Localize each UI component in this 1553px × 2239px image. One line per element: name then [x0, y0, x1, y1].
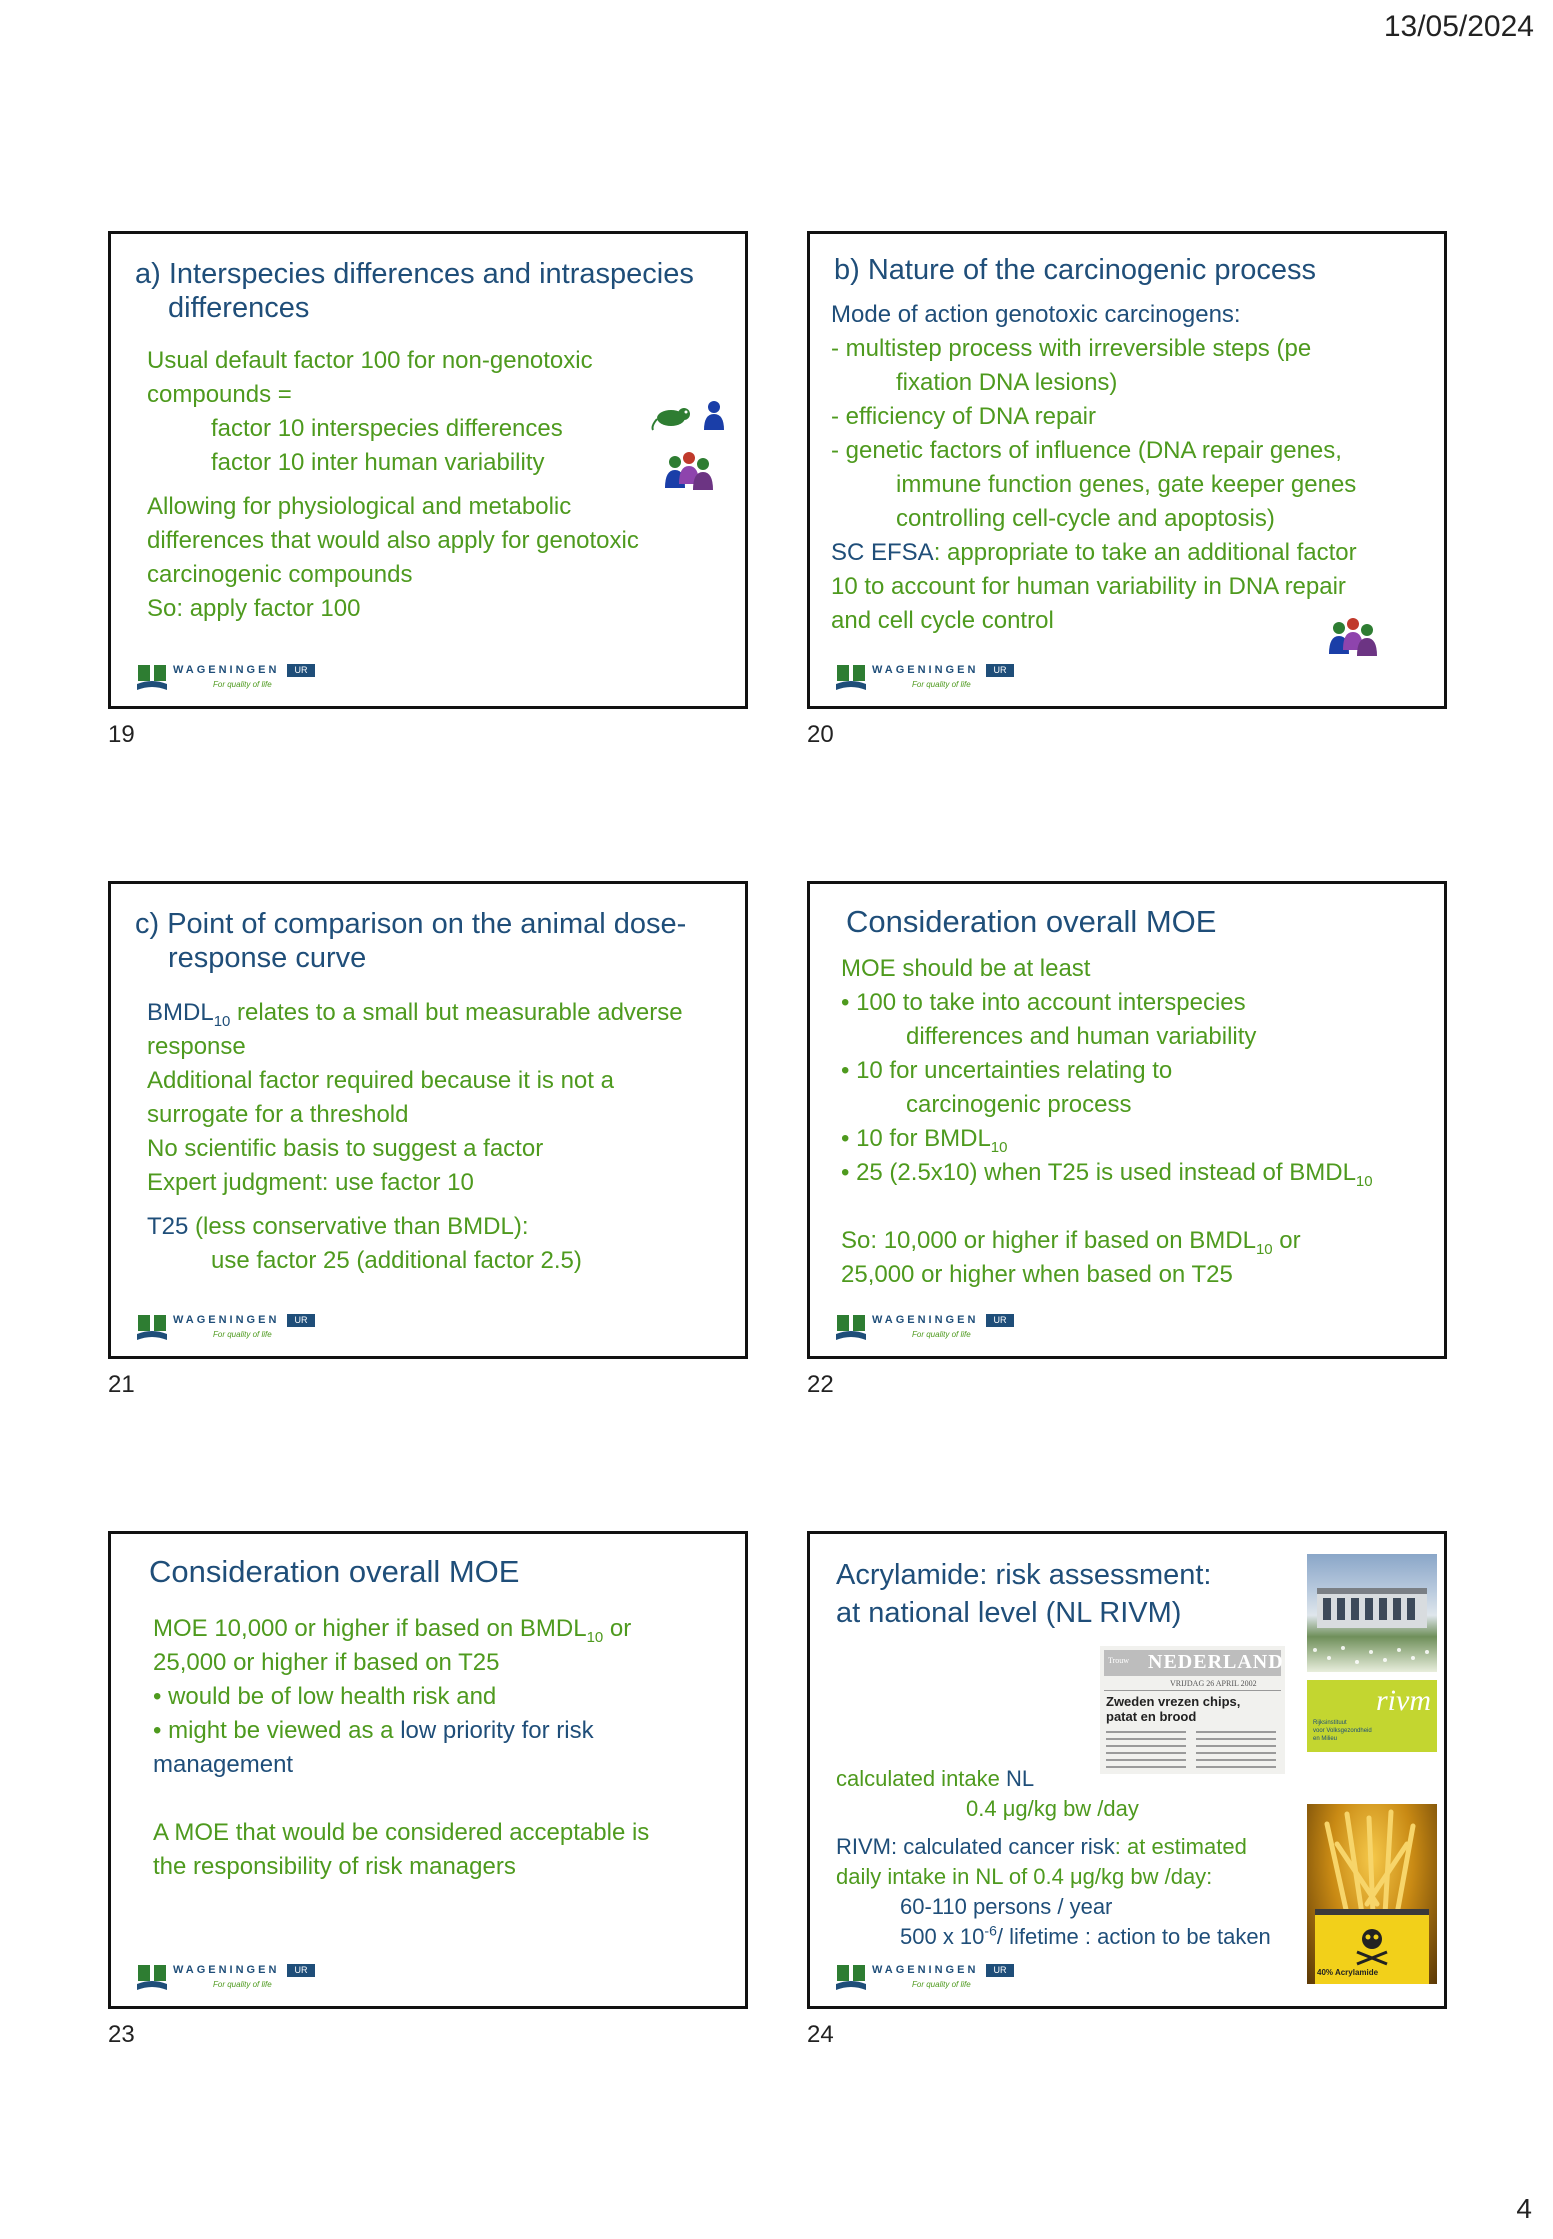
page-number: 4 [1516, 2193, 1532, 2224]
text-line: management [153, 1751, 294, 1778]
rivm-logo [1307, 1680, 1437, 1752]
text-line: Expert judgment: use factor 10 [147, 1169, 474, 1196]
rivm-building-photo [1307, 1554, 1437, 1672]
wageningen-logo-icon [137, 662, 167, 692]
text-line: use factor 25 (additional factor 2.5) [211, 1247, 582, 1274]
newspaper-name: Trouw [1108, 1656, 1130, 1665]
text-line: carcinogenic compounds [147, 561, 413, 588]
text-line: 60-110 persons / year [900, 1894, 1113, 1919]
wageningen-logo-icon [836, 662, 866, 692]
logo-ur: UR [986, 1964, 1014, 1977]
bmdl-subscript: 10 [1355, 1172, 1373, 1190]
text-line [836, 1764, 1034, 1794]
text-line: Allowing for physiological and metabolic [147, 493, 572, 520]
text-line [841, 1156, 1373, 1190]
bmdl-subscript: 10 [586, 1628, 604, 1646]
text-line: 10 to account for human variability in DNA repair [831, 573, 1346, 600]
slide-number: 19 [108, 721, 135, 748]
warning-label: 40% Acrylamide [1317, 1968, 1379, 1977]
text-line [900, 1922, 1271, 1952]
wageningen-logo-icon [836, 1962, 866, 1992]
lifetime-b: / lifetime : action to be taken [996, 1924, 1271, 1949]
bmdl-text: • 10 for BMDL [841, 1125, 991, 1152]
logo-word: WAGENINGEN [173, 664, 280, 676]
intake-label: calculated intake [836, 1766, 1006, 1791]
text-line: factor 10 interspecies differences [211, 415, 563, 442]
wageningen-logo [137, 1310, 317, 1346]
text-line: response [147, 1033, 246, 1060]
slide-number: 22 [807, 1371, 834, 1398]
slide-22 [807, 881, 1447, 1359]
rat-icon [651, 404, 693, 432]
wageningen-logo [836, 1310, 1016, 1346]
text-line: - multistep process with irreversible steps (pe [831, 335, 1312, 362]
people-group-icon [661, 450, 717, 490]
logo-word: WAGENINGEN [872, 1964, 979, 1976]
text-line: No scientific basis to suggest a factor [147, 1135, 544, 1162]
logo-tagline: For quality of life [213, 1980, 272, 1989]
text-line: 25,000 or higher if based on T25 [153, 1649, 500, 1676]
text-line: • 100 to take into account interspecies [841, 989, 1246, 1016]
text-line: differences and human variability [906, 1023, 1257, 1050]
slide-title-line: a) Interspecies differences and intraspecies [135, 258, 694, 290]
wageningen-logo-icon [137, 1962, 167, 1992]
building-icon [1307, 1554, 1437, 1672]
fries-icon [1307, 1804, 1437, 1984]
priority-text-end: for risk [514, 1717, 594, 1744]
lifetime-exp: -6 [984, 1922, 997, 1939]
rivm-logo-sub: Rijksinstituut [1313, 1720, 1347, 1726]
bmdl-text: relates to a small but measurable adverse [230, 999, 683, 1026]
newspaper-headline: Zweden vrezen chips, [1106, 1694, 1241, 1709]
slide-title-line: response curve [168, 942, 367, 974]
slide-21 [108, 881, 748, 1359]
bmdl-text-or: or [1272, 1227, 1301, 1254]
text-line: compounds = [147, 381, 292, 408]
bmdl-subscript: 10 [1255, 1240, 1273, 1258]
french-fries-photo [1307, 1804, 1437, 1984]
text-line: A MOE that would be considered acceptable is [153, 1819, 650, 1846]
text-line: the responsibility of risk managers [153, 1853, 516, 1880]
logo-ur: UR [986, 664, 1014, 677]
text-line [147, 1210, 528, 1244]
slide-title: Consideration overall MOE [846, 904, 1217, 939]
newspaper-date: VRIJDAG 26 APRIL 2002 [1170, 1679, 1257, 1688]
wageningen-logo [836, 660, 1016, 696]
wageningen-logo-icon [836, 1312, 866, 1342]
newspaper-headline: patat en brood [1106, 1709, 1197, 1724]
bmdl-text: • 25 (2.5x10) when T25 is used instead of BMDL [841, 1159, 1356, 1186]
wageningen-logo [137, 660, 317, 696]
bmdl-subscript: 10 [213, 1012, 231, 1030]
newspaper-clipping [1100, 1646, 1285, 1774]
rivm-logo-text: rivm [1376, 1684, 1431, 1717]
logo-word: WAGENINGEN [872, 664, 979, 676]
text-line: Usual default factor 100 for non-genotoxic [147, 347, 593, 374]
text-line: MOE should be at least [841, 955, 1091, 982]
text-line [153, 1612, 631, 1646]
people-group-icon [1325, 616, 1381, 656]
text-line: fixation DNA lesions) [896, 369, 1118, 396]
t25-text: (less conservative than BMDL): [188, 1213, 529, 1240]
slide-title-line: b) Nature of the carcinogenic process [834, 254, 1316, 286]
slide-23 [108, 1531, 748, 2009]
text-line [836, 1832, 1247, 1862]
lifetime-a: 500 x 10 [900, 1924, 985, 1949]
rivm-label: RIVM: calculated cancer risk [836, 1834, 1115, 1859]
logo-tagline: For quality of life [912, 680, 971, 689]
text-line [147, 996, 683, 1030]
bmdl-subscript: 10 [990, 1138, 1008, 1156]
text-line: carcinogenic process [906, 1091, 1132, 1118]
text-line: controlling cell-cycle and apoptosis) [896, 505, 1275, 532]
text-line: - genetic factors of influence (DNA repair genes, [831, 437, 1342, 464]
text-line: • 10 for uncertainties relating to [841, 1057, 1173, 1084]
wageningen-logo [836, 1960, 1016, 1996]
logo-ur: UR [287, 1314, 315, 1327]
text-line: 0.4 μg/kg bw /day [966, 1796, 1139, 1821]
logo-tagline: For quality of life [213, 1330, 272, 1339]
text-line: immune function genes, gate keeper genes [896, 471, 1357, 498]
logo-ur: UR [287, 664, 315, 677]
logo-tagline: For quality of life [213, 680, 272, 689]
text-line: factor 10 inter human variability [211, 449, 545, 476]
logo-ur: UR [287, 1964, 315, 1977]
wageningen-logo-icon [137, 1312, 167, 1342]
text-line [841, 1122, 1007, 1156]
text-line [841, 1224, 1301, 1258]
slide-title-line: differences [168, 292, 310, 324]
rivm-rest: : at estimated [1114, 1834, 1247, 1859]
logo-tagline: For quality of life [912, 1330, 971, 1339]
slide-24 [807, 1531, 1447, 2009]
moe-text-or: or [603, 1615, 632, 1642]
slide-heading: Mode of action genotoxic carcinogens: [831, 301, 1241, 328]
intake-nl: NL [1006, 1766, 1035, 1791]
slide-20 [807, 231, 1447, 709]
efsa-label: SC EFSA [831, 539, 934, 566]
slide-number: 24 [807, 2021, 834, 2048]
efsa-text: : appropriate to take an additional factor [933, 539, 1357, 566]
slide-title-line: at national level (NL RIVM) [836, 1597, 1182, 1629]
slide-title-line: c) Point of comparison on the animal dose- [135, 908, 687, 940]
bmdl-text: So: 10,000 or higher if based on BMDL [841, 1227, 1256, 1254]
text-line [831, 536, 1357, 570]
newspaper-text-lines [1106, 1728, 1281, 1770]
rivm-logo-sub: voor Volksgezondheid [1313, 1728, 1372, 1734]
slide-title-line: Acrylamide: risk assessment: [836, 1559, 1212, 1591]
text-line: Additional factor required because it is not a [147, 1067, 614, 1094]
bmdl-label: BMDL [147, 999, 214, 1026]
logo-word: WAGENINGEN [872, 1314, 979, 1326]
text-line: - efficiency of DNA repair [831, 403, 1096, 430]
logo-tagline: For quality of life [912, 1980, 971, 1989]
logo-word: WAGENINGEN [173, 1314, 280, 1326]
text-line: 25,000 or higher when based on T25 [841, 1261, 1233, 1288]
slide-number: 23 [108, 2021, 135, 2048]
slide-title: Consideration overall MOE [149, 1554, 520, 1589]
person-icon [701, 400, 727, 432]
text-line [153, 1714, 594, 1748]
text-line: • would be of low health risk and [153, 1683, 497, 1710]
header-date: 13/05/2024 [1383, 10, 1534, 43]
logo-word: WAGENINGEN [173, 1964, 280, 1976]
moe-text: MOE 10,000 or higher if based on BMDL [153, 1615, 587, 1642]
priority-text: • might be viewed as a [153, 1717, 401, 1744]
text-line: daily intake in NL of 0.4 μg/kg bw /day: [836, 1864, 1213, 1889]
slide-19 [108, 231, 748, 709]
t25-label: T25 [147, 1213, 189, 1240]
slide-number: 21 [108, 1371, 135, 1398]
logo-ur: UR [986, 1314, 1014, 1327]
text-line: surrogate for a threshold [147, 1101, 409, 1128]
slide-number: 20 [807, 721, 834, 748]
newspaper-masthead: NEDERLAND [1148, 1651, 1284, 1673]
text-line: differences that would also apply for genotoxic [147, 527, 639, 554]
wageningen-logo [137, 1960, 317, 1996]
low-priority: low priority [400, 1717, 515, 1744]
text-line: So: apply factor 100 [147, 595, 361, 622]
rivm-logo-sub: en Milieu [1313, 1736, 1338, 1742]
text-line: and cell cycle control [831, 607, 1054, 634]
